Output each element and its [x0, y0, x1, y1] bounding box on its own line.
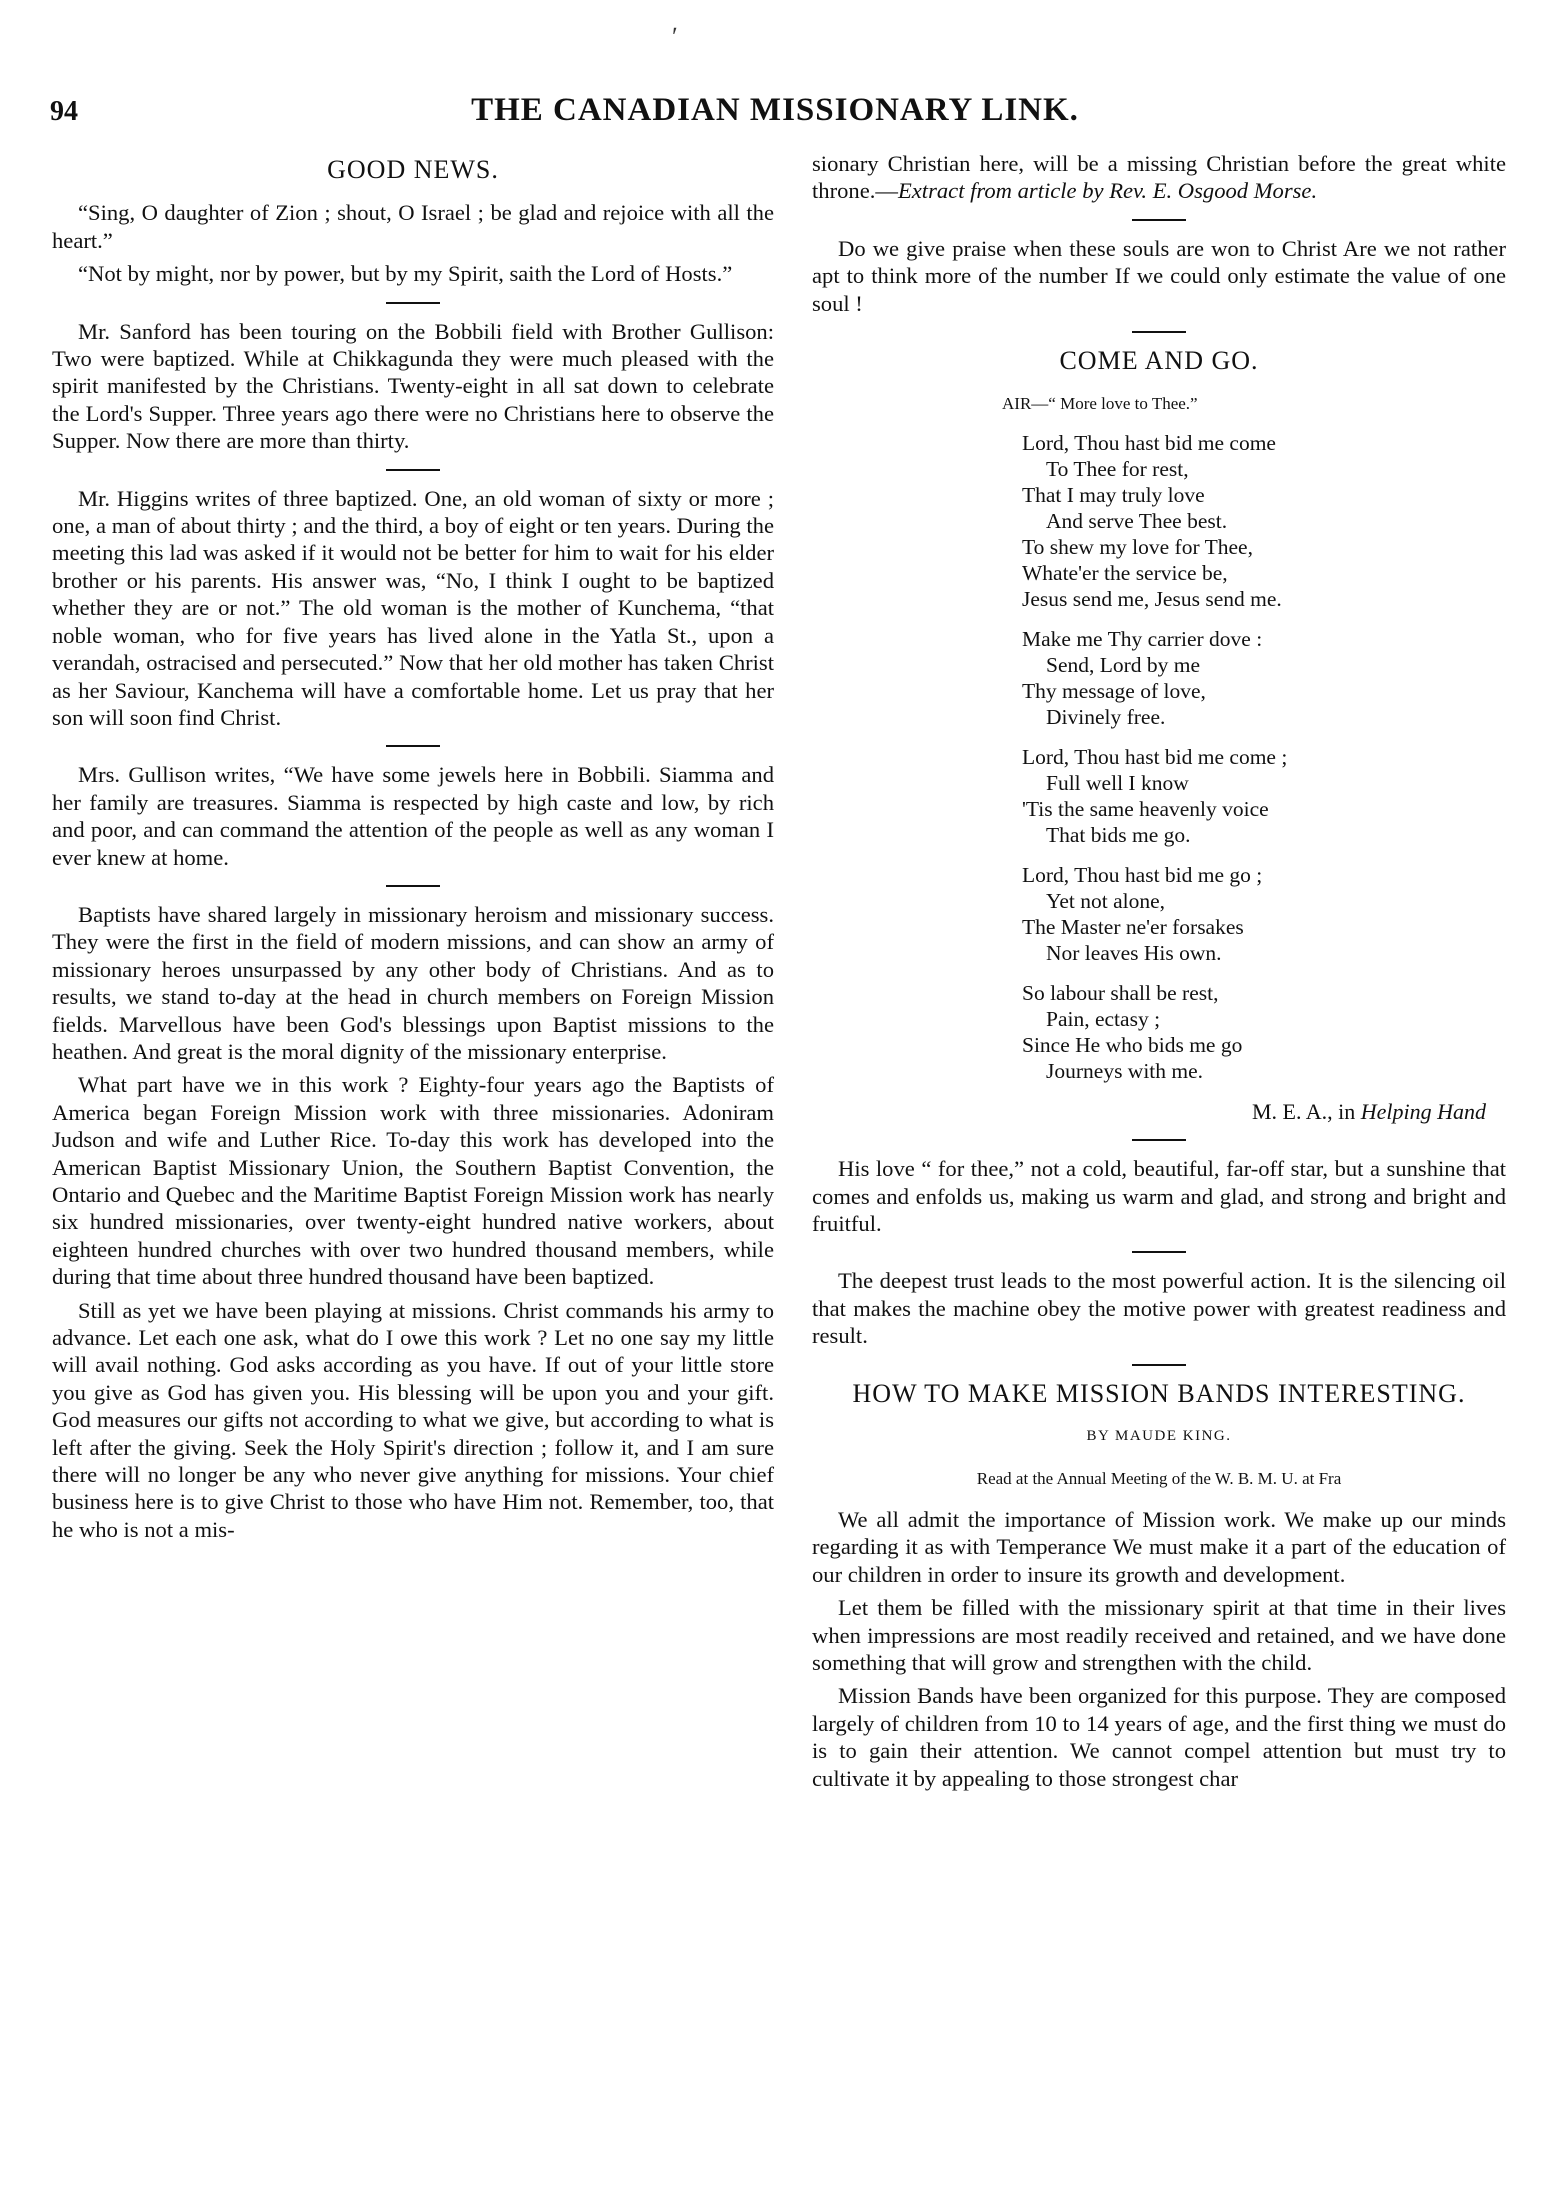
poem-line: Lord, Thou hast bid me go ; [1022, 862, 1263, 887]
poem-signature [812, 1098, 1486, 1125]
signature-source: Helping Hand [1360, 1098, 1486, 1124]
poem-line: Lord, Thou hast bid me come ; [1022, 744, 1288, 769]
divider [1132, 1139, 1186, 1141]
poem-line: Thy message of love, [1022, 678, 1206, 703]
paragraph-sanford: Mr. Sanford has been touring on the Bobbili field with Brother Gullison: Two were baptized. While at Chikkagunda they were much pleased with the spirit manifested by the Christians. Twenty-eight in all sat down to celebrate the Lord's Supper. Three years ago there were no Christians here to observe the Supper. Now there are more than thirty. [52, 318, 774, 454]
article-note: Read at the Annual Meeting of the W. B. M. U. at Fra [976, 1468, 1342, 1488]
paragraph-filled: Let them be filled with the missionary spirit at that time in their lives when impressions are most readily received and retained, and we have done something that will grow and strengthen with the child. [812, 1595, 1506, 1675]
signature-initials: M. E. A., in [1251, 1098, 1361, 1124]
paragraph-baptists: Baptists have shared largely in missionary heroism and missionary success. They were the first in the field of modern missions, and can show an army of missionary heroes unsurpassed by any other body of Christians. And as to results, we stand to-day at the head in church members on Foreign Mission fields. Marvellous have been God's blessings upon Baptist missions to the heathen. And great is the moral dignity of the missionary enterprise. [52, 901, 774, 1064]
running-title: THE CANADIAN MISSIONARY LINK. [471, 92, 1079, 128]
verse-2: “Not by might, nor by power, but by my Spirit, saith the Lord of Hosts.” [78, 261, 733, 287]
paragraph-higgins: Mr. Higgins writes of three baptized. One, an old woman of sixty or more ; one, a man of about thirty ; and the third, a boy of eight or ten years. During the meeting this lad was asked if it would not be better for him to wait for his elder brother or his parents. His answer was, “No, I think I ought to be baptized whether they are or not.” The old woman is the mother of Kunchema, “that noble woman, who for five years has lived alone in the Yatla St., upon a verandah, ostracised and persecuted.” Now that her old mother has taken Christ as her Saviour, Kanchema will have a comfortable home. Let us pray that her son will soon find Christ. [52, 485, 774, 730]
page-number: 94 [50, 96, 78, 127]
poem-line: That I may truly love [1022, 482, 1205, 507]
poem-line: The Master ne'er forsakes [1022, 914, 1244, 939]
paragraph-what-part: What part have we in this work ? Eighty-four years ago the Baptists of America began Foreign Mission work with three missionaries. Adoniram Judson and wife and Luther Rice. To-day this work has developed into the American Baptist Missionary Union, the Southern Baptist Convention, the Ontario and Quebec and the Maritime Baptist Foreign Mission work has nearly six hundred missionaries, over twenty-eight hundred native workers, about eighteen hundred churches with over two hundred thousand members, while during that time about three hundred thousand have been baptized. [52, 1072, 774, 1290]
paragraph-gullison: Mrs. Gullison writes, “We have some jewels here in Bobbili. Siamma and her family are treasures. Siamma is respected by high caste and low, by rich and poor, and can command the attention of the people as well as any woman I ever knew at home. [52, 762, 774, 870]
page-header [50, 92, 1500, 146]
divider [1132, 1251, 1186, 1253]
divider [386, 302, 440, 304]
poem-line: Divinely free. [1046, 704, 1166, 729]
paragraph-still: Still as yet we have been playing at missions. Christ commands his army to advance. Let each one ask, what do I owe this work ? Let no one say my little will avail nothing. God asks according as you have. If out of your little store you give as God has given you. His blessing will be upon you and your gift. God measures our gifts not according to what we give, but according to what is left after the giving. Seek the Holy Spirit's direction ; follow it, and I am sure there will no longer be any who never give anything for missions. Your chief business here is to give Christ to those who have Him not. Remember, too, that he who is not a mis- [52, 1297, 774, 1542]
poem-line: Pain, ectasy ; [1046, 1006, 1161, 1031]
poem-line: Yet not alone, [1046, 888, 1166, 913]
poem-line: Send, Lord by me [1046, 652, 1201, 677]
divider [386, 745, 440, 747]
poem-stanza-3 [1022, 744, 1506, 848]
article-title: HOW TO MAKE MISSION BANDS INTERESTING. [852, 1378, 1466, 1408]
poem-line: Journeys with me. [1046, 1058, 1204, 1083]
poem-line: 'Tis the same heavenly voice [1022, 796, 1269, 821]
poem-line: Whate'er the service be, [1022, 560, 1228, 585]
extract-source: Extract from article by Rev. E. Osgood Morse. [897, 178, 1318, 204]
poem-stanza-4 [1022, 862, 1506, 966]
poem-line: To shew my love for Thee, [1022, 534, 1253, 559]
poem-stanza-2 [1022, 626, 1506, 730]
verse-1: “Sing, O daughter of Zion ; shout, O Israel ; be glad and rejoice with all the heart.” [52, 200, 774, 253]
right-column [812, 150, 1506, 1798]
paragraph-praise: Do we give praise when these souls are won to Christ Are we not rather apt to think more of the number If we could only estimate the value of one soul ! [812, 235, 1506, 316]
left-column [52, 150, 774, 1549]
poem-line: So labour shall be rest, [1022, 980, 1219, 1005]
poem-stanza-5 [1022, 980, 1506, 1084]
continued-paragraph [812, 150, 1506, 205]
paragraph-love: His love “ for thee,” not a cold, beautiful, far-off star, but a sunshine that comes and enfolds us, making us warm and glad, and strong and bright and fruitful. [812, 1156, 1506, 1237]
divider [1132, 219, 1186, 221]
poem-line: Since He who bids me go [1022, 1032, 1243, 1057]
stray-mark: ʹ [672, 22, 678, 51]
article-byline: BY MAUDE KING. [1086, 1428, 1232, 1445]
paragraph-bands: Mission Bands have been organized for this purpose. They are composed largely of children from 10 to 14 years of age, and the first thing we must do is to gain their attention. We cannot compel attention but must try to cultivate it by appealing to those strongest char [812, 1683, 1506, 1791]
paragraph-admit: We all admit the importance of Mission work. We make up our minds regarding it as with Temperance We must make it a part of the education of our children in order to insure its growth and development. [812, 1506, 1506, 1587]
poem-line: Lord, Thou hast bid me come [1022, 430, 1276, 455]
poem-line: And serve Thee best. [1046, 508, 1228, 533]
divider [1132, 331, 1186, 333]
poem-title: COME AND GO. [1059, 346, 1259, 376]
poem-line: Full well I know [1046, 770, 1189, 795]
poem-air: AIR—“ More love to Thee.” [1002, 394, 1198, 414]
divider [386, 469, 440, 471]
poem-line: Jesus send me, Jesus send me. [1022, 586, 1282, 611]
good-news-title: GOOD NEWS. [327, 155, 499, 184]
poem-stanza-1 [1022, 430, 1506, 612]
poem-line: Nor leaves His own. [1046, 940, 1222, 965]
paragraph-trust: The deepest trust leads to the most powerful action. It is the silencing oil that makes the machine obey the motive power with greatest readiness and result. [812, 1268, 1506, 1349]
poem-line: Make me Thy carrier dove : [1022, 626, 1263, 651]
divider [1132, 1364, 1186, 1366]
continued-text: sionary Christian here, will be a missing Christian before the great white throne.— [812, 151, 1506, 204]
divider [386, 885, 440, 887]
poem-line: That bids me go. [1046, 822, 1191, 847]
poem-line: To Thee for rest, [1046, 456, 1189, 481]
